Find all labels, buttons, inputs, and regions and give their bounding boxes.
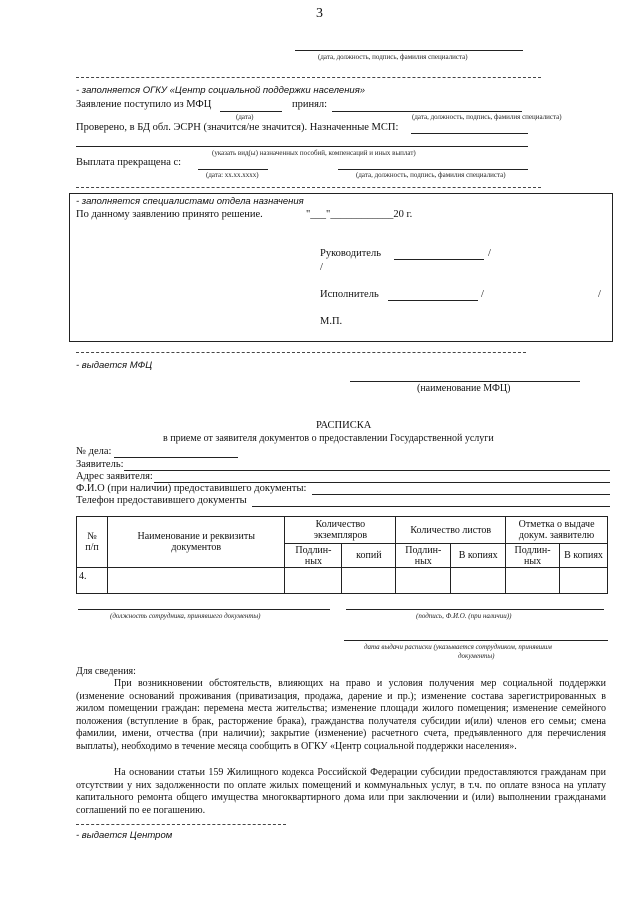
received-date-field[interactable] <box>220 111 282 112</box>
accepted-label: принял: <box>292 99 328 110</box>
address-label: Адрес заявителя: <box>76 471 153 482</box>
received-from-mfc-label: Заявление поступило из МФЦ <box>76 99 212 110</box>
info-heading: Для сведения: <box>76 666 136 677</box>
row-number: 4. <box>77 568 108 594</box>
info-paragraph-1: При возникновении обстоятельств, влияющих на право и условия получения мер социальной поддержки (изменение оснований проживания (приватизация, продажа, дарение и пр.); изменение состава зарегистрированных в жилом помещении граждан: перемена места жительства; изменение площади жилого помещения; изменение семейного положения (вступление в брак, расторжение брака), гражданства получателя субсидии и(или) членов его семьи; смена фамилии, имени, отчества (при наличии); закрытие (изменение) расчетного счета, предъявленного для перечисления выплаты), необходимо в течение месяца сообщить в ОГКУ «Центр социальной поддержки населения». <box>76 678 606 752</box>
sub-mark-original-header: Подлин-ных <box>506 544 560 568</box>
presenter-label: Ф.И.О (при наличии) предоставившего документы: <box>76 483 307 494</box>
cell-doc-name[interactable] <box>107 568 285 594</box>
presenter-field[interactable] <box>312 494 610 495</box>
stopped-person-field[interactable] <box>338 169 528 170</box>
head-slash-2: / <box>320 262 323 273</box>
col-number-header: № п/п <box>77 517 108 568</box>
case-number-label: № дела: <box>76 446 112 457</box>
page-number: 3 <box>316 6 323 21</box>
assignment-section-header: - заполняется специалистами отдела назначения <box>76 196 304 207</box>
col-name-header: Наименование и реквизиты документов <box>107 517 285 568</box>
receipt-subtitle: в приеме от заявителя документов о предоставлении Государственной услуги <box>163 433 494 444</box>
separator-4 <box>76 824 286 825</box>
head-slash-1: / <box>488 248 491 259</box>
top-signature-caption: (дата, должность, подпись, фамилия специалиста) <box>318 53 468 61</box>
cell-mark-original[interactable] <box>506 568 560 594</box>
checked-label: Проверено, в БД обл. ЭСРН (значится/не значится). Назначенные МСП: <box>76 122 399 133</box>
executor-label: Исполнитель <box>320 289 379 300</box>
sub-mark-copies-header: В копиях <box>560 544 608 568</box>
benefits-caption: (указать вид(ы) назначенных пособий, компенсаций и иных выплат) <box>212 149 416 157</box>
sub-copies-header: копий <box>342 544 396 568</box>
employee-signature-field[interactable] <box>78 609 330 610</box>
table-row <box>77 568 608 594</box>
case-number-field[interactable] <box>114 457 238 458</box>
cell-copies-copies[interactable] <box>342 568 396 594</box>
signature-caption: (подпись, Ф.И.О. (при наличии)) <box>416 612 512 620</box>
receipt-title: РАСПИСКА <box>316 420 372 431</box>
accepted-by-field[interactable] <box>332 111 522 112</box>
documents-table <box>76 516 608 594</box>
head-signature-field[interactable] <box>394 259 484 260</box>
signature-field[interactable] <box>346 609 604 610</box>
separator-3 <box>76 352 526 353</box>
executor-slash-2: / <box>598 289 601 300</box>
executor-signature-field[interactable] <box>388 300 478 301</box>
col-sheets-header: Количество листов <box>396 517 506 544</box>
stopped-person-caption: (дата, должность, подпись, фамилия специалиста) <box>356 171 506 179</box>
cell-sheets-original[interactable] <box>396 568 451 594</box>
ogku-section-header: - заполняется ОГКУ «Центр социальной поддержки населения» <box>76 85 366 96</box>
employee-caption: (должность сотрудника, принявшего документы) <box>110 612 261 620</box>
decision-text: По данному заявлению принято решение. <box>76 209 263 220</box>
mfc-name-caption: (наименование МФЦ) <box>417 383 511 394</box>
applicant-label: Заявитель: <box>76 459 124 470</box>
issue-date-field[interactable] <box>344 640 608 641</box>
phone-field[interactable] <box>252 506 610 507</box>
center-section-header: - выдается Центром <box>76 830 173 841</box>
stopped-date-field[interactable] <box>198 169 268 170</box>
cell-copies-original[interactable] <box>285 568 342 594</box>
decision-date[interactable]: "___"____________20 г. <box>306 209 413 220</box>
stopped-date-caption: (дата: хх.хх.хххх) <box>206 171 259 179</box>
cell-mark-copies[interactable] <box>560 568 608 594</box>
stopped-label: Выплата прекращена с: <box>76 157 182 168</box>
top-signature-line <box>295 50 523 51</box>
sub-sheets-copies-header: В копиях <box>451 544 506 568</box>
executor-slash-1: / <box>481 289 484 300</box>
separator-2 <box>76 187 541 188</box>
sub-sheets-original-header: Подлин-ных <box>396 544 451 568</box>
issue-date-caption-2: документы) <box>458 652 495 660</box>
accepted-by-caption: (дата, должность, подпись, фамилия специалиста) <box>412 113 562 121</box>
benefits-field-2[interactable] <box>76 146 528 147</box>
head-label: Руководитель <box>320 248 381 259</box>
col-copies-header: Количество экземпляров <box>285 517 396 544</box>
cell-sheets-copies[interactable] <box>451 568 506 594</box>
stamp-label: М.П. <box>320 316 343 327</box>
received-date-caption: (дата) <box>236 113 254 121</box>
phone-label: Телефон предоставившего документы <box>76 495 247 506</box>
benefits-field-1[interactable] <box>411 133 528 134</box>
mfc-name-field[interactable] <box>350 381 580 382</box>
issue-date-caption-1: дата выдачи расписки (указывается сотрудником, принявшим <box>364 643 552 651</box>
separator-1 <box>76 77 541 78</box>
applicant-field[interactable] <box>124 470 610 471</box>
col-mark-header: Отметка о выдаче докум. заявителю <box>506 517 608 544</box>
info-paragraph-2: На основании статьи 159 Жилищного кодекса Российской Федерации субсидии предоставляются гражданам при отсутствии у них задолженности по оплате жилых помещений и коммунальных услуг, в т.ч. по оплате взноса на уплату капитального ремонта общего имущества многоквартирного дома или при заключении и (или) выполнении гражданами соглашений по ее погашению. <box>76 767 606 816</box>
mfc-section-header: - выдается МФЦ <box>76 360 153 371</box>
sub-original-header: Подлин-ных <box>285 544 342 568</box>
